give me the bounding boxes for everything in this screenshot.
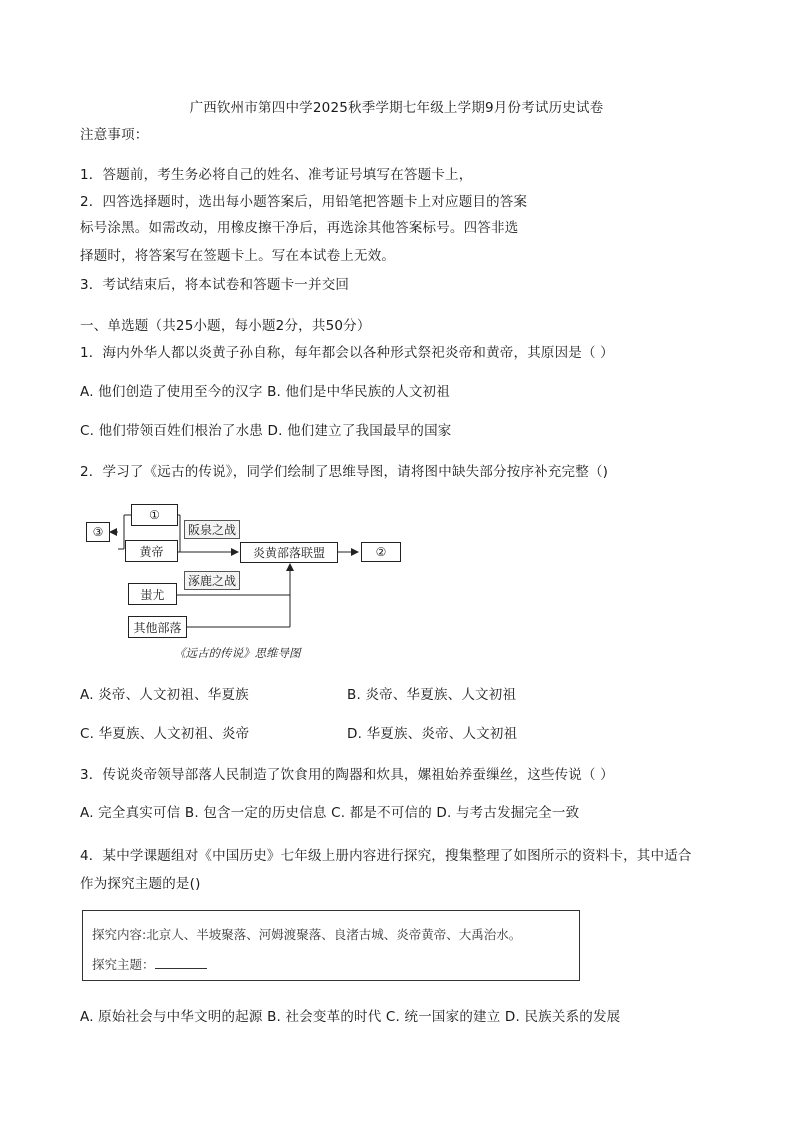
- question-1-stem: 1．海内外华人都以炎黄子孙自称，每年都会以各种形式祭祀炎帝和黄帝，其原因是（ ）: [80, 345, 614, 361]
- research-card-content: 探究内容:北京人、半坡聚落、河姆渡聚落、良渚古城、炎帝黄帝、大禹治水。: [92, 927, 522, 942]
- question-1-options-ab: A. 他们创造了使用至今的汉字 B. 他们是中华民族的人文初祖: [80, 384, 450, 400]
- note-item: 标号涂黑。如需改动，用橡皮擦干净后，再选涂其他答案标号。四答非选: [80, 220, 519, 236]
- page-title: 广西钦州市第四中学2025秋季学期七年级上学期9月份考试历史试卷: [189, 100, 604, 116]
- diagram-other-tribes: 其他部落: [128, 616, 187, 638]
- question-2-option-a: A. 炎帝、人文初祖、华夏族: [80, 687, 249, 703]
- question-2-option-d: D. 华夏族、炎帝、人文初祖: [347, 726, 518, 742]
- diagram-chiyou: 蚩尤: [128, 583, 177, 605]
- question-4-stem: 4．某中学课题组对《中国历史》七年级上册内容进行探究，搜集整理了如图所示的资料卡，其中适合: [80, 848, 692, 864]
- diagram-blank-1: ①: [131, 504, 178, 526]
- research-card-topic-label: 探究主题：: [92, 957, 155, 972]
- diagram-battle-zhuolu: 涿鹿之战: [184, 571, 240, 590]
- question-3-stem: 3．传说炎帝领导部落人民制造了饮食用的陶器和炊具，嫘祖始养蚕缫丝，这些传说（ ）: [80, 767, 614, 783]
- diagram-caption: 《远古的传说》思维导图: [174, 646, 301, 660]
- question-2-option-c: C. 华夏族、人文初祖、炎帝: [80, 726, 250, 742]
- notes-heading: 注意事项：: [80, 127, 149, 143]
- note-item: 1．答题前，考生务必将自己的姓名、准考证号填写在答题卡上，: [80, 167, 473, 183]
- question-3-options: A. 完全真实可信 B. 包含一定的历史信息 C. 都是不可信的 D. 与考古发掘完全一致: [80, 805, 580, 821]
- diagram-blank-3: ③: [86, 522, 110, 542]
- diagram-alliance: 炎黄部落联盟: [240, 542, 338, 563]
- note-item: 2．四答选择题时，选出每小题答案后，用铅笔把答题卡上对应题目的答案: [80, 194, 528, 210]
- research-card: [82, 910, 580, 981]
- diagram-huangdi: 黄帝: [125, 540, 178, 562]
- question-2-stem: 2．学习了《远古的传说》，同学们绘制了思维导图，请将图中缺失部分按序补充完整（): [80, 464, 609, 480]
- diagram-blank-2: ②: [361, 542, 401, 562]
- note-item: 3．考试结束后，将本试卷和答题卡一并交回: [80, 277, 350, 293]
- diagram-battle-banquan: 阪泉之战: [184, 520, 240, 539]
- research-card-topic-blank: [155, 956, 207, 969]
- question-4-stem-cont: 作为探究主题的是(): [80, 876, 201, 892]
- note-item: 择题时，将答案写在签题卡上。写在本试卷上无效。: [80, 248, 396, 264]
- question-4-options: A. 原始社会与中华文明的起源 B. 社会变革的时代 C. 统一国家的建立 D. 民族关系的发展: [80, 1009, 621, 1025]
- question-2-option-b: B. 炎帝、华夏族、人文初祖: [347, 687, 517, 703]
- section-heading: 一、单选题（共25小题，每小题2分，共50分）: [80, 318, 371, 334]
- research-card-topic: [92, 955, 207, 973]
- question-1-options-cd: C. 他们带领百姓们根治了水患 D. 他们建立了我国最早的国家: [80, 423, 452, 439]
- mind-map-diagram: [80, 498, 420, 668]
